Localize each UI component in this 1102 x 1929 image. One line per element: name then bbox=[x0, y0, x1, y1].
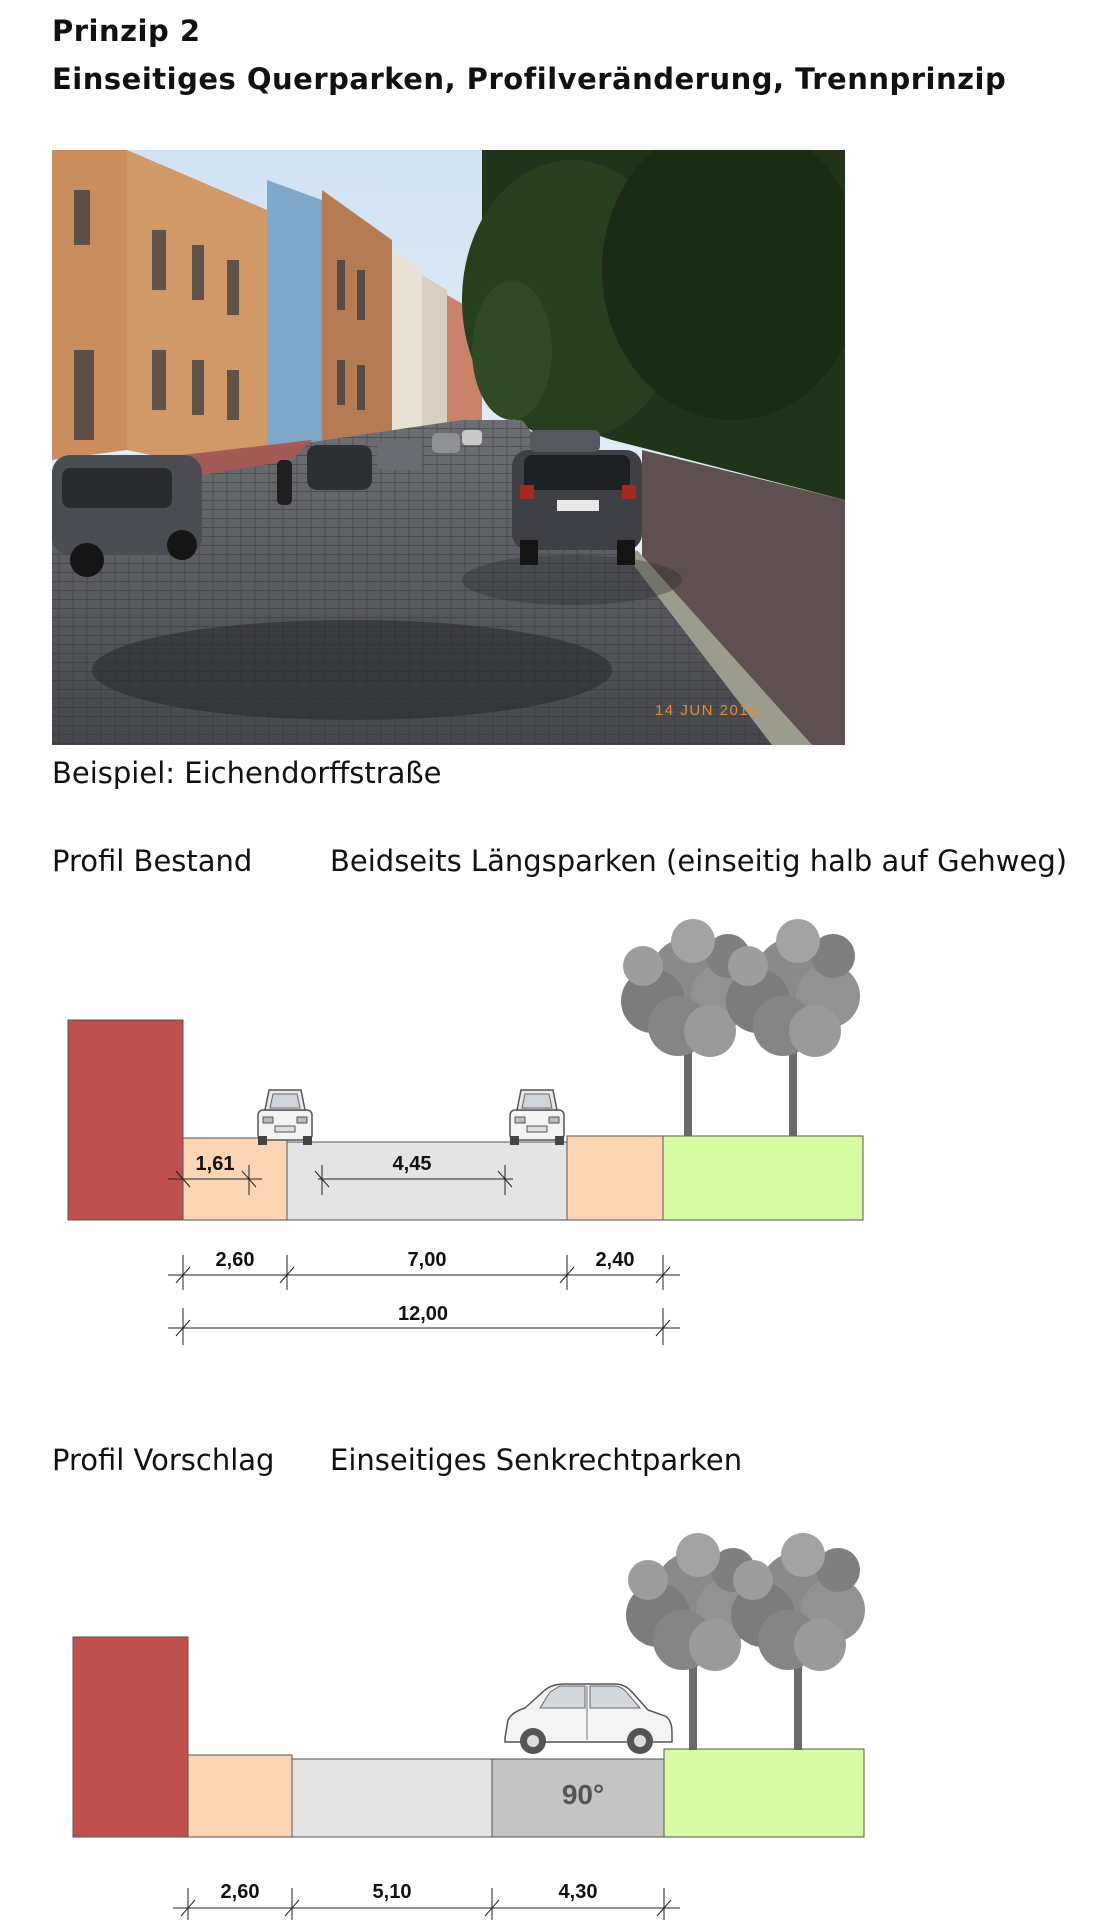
dim-parking-half: 1,61 bbox=[195, 1153, 235, 1175]
sidewalk-right bbox=[567, 1136, 663, 1220]
dim-total: 12,00 bbox=[397, 1303, 449, 1325]
page-subtitle: Einseitiges Querparken, Profilveränderung, Trennprinzip bbox=[52, 62, 1007, 96]
profile-existing-description: Beidseits Längsparken (einseitig halb auf Gehweg) bbox=[330, 844, 1068, 878]
tree-icon bbox=[731, 1533, 865, 1750]
green-strip bbox=[664, 1749, 864, 1837]
dim-sidewalk-left: 2,60 bbox=[215, 1249, 255, 1271]
dim-roadway: 5,10 bbox=[372, 1881, 412, 1903]
profile-existing-diagram bbox=[0, 890, 1102, 1350]
dim-roadway-inner: 4,45 bbox=[392, 1153, 432, 1175]
car-front-icon bbox=[510, 1090, 564, 1145]
dim-sidewalk-right: 2,40 bbox=[595, 1249, 635, 1271]
dim-roadway: 7,00 bbox=[407, 1249, 447, 1271]
sidewalk-left bbox=[188, 1755, 292, 1837]
photo-caption: Beispiel: Eichendorffstraße bbox=[52, 756, 442, 790]
car-front-icon bbox=[258, 1090, 312, 1145]
profile-existing-label: Profil Bestand bbox=[52, 844, 253, 878]
photo-date-stamp: 14 JUN 2010 bbox=[654, 702, 760, 719]
building-block bbox=[68, 1020, 183, 1220]
page-title: Prinzip 2 bbox=[52, 14, 201, 48]
profile-proposal-description: Einseitiges Senkrechtparken bbox=[330, 1443, 743, 1477]
building-block bbox=[73, 1637, 188, 1837]
profile-proposal-label: Profil Vorschlag bbox=[52, 1443, 275, 1477]
profile-proposal-diagram bbox=[0, 1520, 1102, 1920]
street-photo bbox=[52, 150, 845, 745]
car-side-icon bbox=[505, 1684, 672, 1754]
dim-parking: 4,30 bbox=[558, 1881, 598, 1903]
parking-angle: 90° bbox=[561, 1779, 605, 1810]
roadway bbox=[292, 1759, 492, 1837]
green-strip bbox=[663, 1136, 863, 1220]
dim-sidewalk-left: 2,60 bbox=[220, 1881, 260, 1903]
tree-icon bbox=[726, 919, 860, 1136]
